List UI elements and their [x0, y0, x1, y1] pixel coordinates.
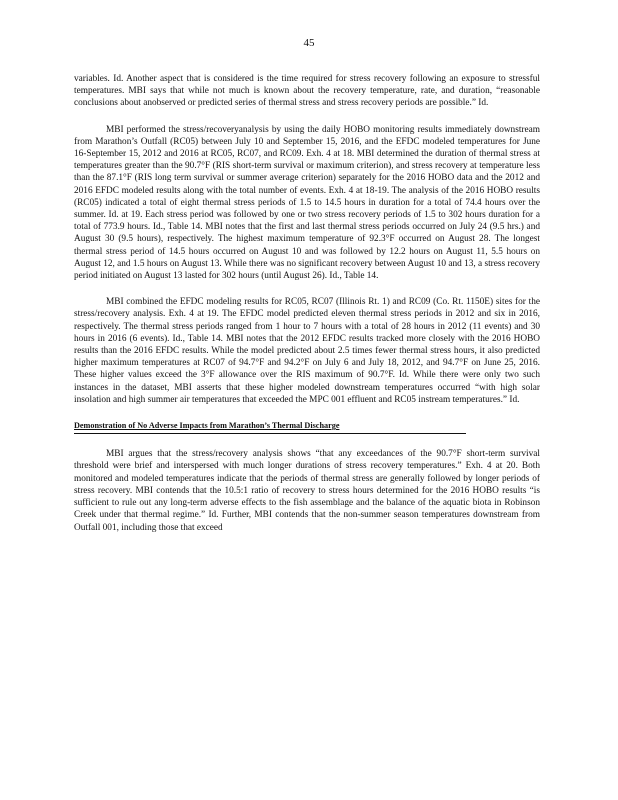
section-heading: Demonstration of No Adverse Impacts from Marathon’s Thermal Discharge [74, 420, 466, 434]
paragraph-1: variables. Id. Another aspect that is considered is the time required for stress recovery following an exposure to stressful temperatures. MBI says that while not much is known about the recovery temperature, rate, and duration, “reasonable conclusions about anobserved or predicted series of thermal stress and stress recovery periods are possible.” Id. [74, 74, 540, 109]
paragraph-4: MBI argues that the stress/recovery analysis shows “that any exceedances of the 90.7°F short-term survival threshold were brief and interspersed with much longer durations of stress recovery temperatures.” Exh. 4 at 20. Both monitored and modeled temperatures indicate that the periods of thermal stress are generally followed by longer periods of stress recovery. MBI contends that the 10.5:1 ratio of recovery to stress hours determined for the 2016 HOBO results “is sufficient to rule out any long-term adverse effects to the fish assemblage and the balance of the aquatic biota in Robinson Creek under that thermal regime.” Id. Further, MBI contends that the non-summer season temperatures downstream from Outfall 001, including those that exceed [74, 449, 540, 533]
paragraph-3: MBI combined the EFDC modeling results for RC05, RC07 (Illinois Rt. 1) and RC09 (Co. Rt. 1150E) sites for the stress/recovery analysis. Exh. 4 at 19. The EFDC model predicted eleven thermal stress periods in 2012 and six in 2016, respectively. The thermal stress periods ranged from 1 hour to 7 hours with a total of 28 hours in 2012 (11 events) and 30 hours in 2016 (6 events). Id., Table 14. MBI notes that the 2012 EFDC results tracked more closely with the 2016 HOBO results than the 2016 EFDC results. While the model predicted about 2.5 times fewer thermal stress hours, it also predicted higher maximum temperatures at RC07 of 94.7°F and 94.2°F on July 6 and July 18, 2012, and 94.7°F on June 25, 2016. These higher values exceed the 3°F allowance over the RIS maximum of 90.7°F. Id. While there were only two such instances in the dataset, MBI asserts that these higher modeled downstream temperatures occurred “with high solar insolation and high summer air temperatures that exceeded the MPC 001 effluent and RC05 instream temperatures.” Id. [74, 297, 540, 405]
document-body [74, 73, 540, 534]
page-number: 45 [303, 37, 315, 49]
paragraph-2: MBI performed the stress/recoveryanalysis by using the daily HOBO monitoring results immediately downstream from Marathon’s Outfall (RC05) between July 10 and September 15, 2016, and the EFDC modeled temperatures for June 16-September 15, 2012 and 2016 at RC05, RC07, and RC09. Exh. 4 at 18. MBI determined the duration of thermal stress at temperatures greater than the 90.7°F (RIS short-term survival or maximum criterion), and stress recovery at temperature less than the 87.1°F (RIS long term survival or summer average criterion) separately for the 2016 HOBO data and the 2012 and 2016 EFDC modeled results along with the total number of events. Exh. 4 at 18-19. The analysis of the 2016 HOBO results (RC05) indicated a total of eight thermal stress periods of 1.5 to 14.5 hours in duration for a total of 74.4 hours over the summer. Id. at 19. Each stress period was followed by one or two stress recovery periods of 1.5 to 302 hours duration for a total of 773.9 hours. Id., Table 14. MBI notes that the first and last thermal stress periods occurred on July 24 (9.5 hrs.) and August 30 (9.5 hours), respectively. The highest maximum temperature of 92.3°F occurred on August 28. The longest thermal stress period of 14.5 hours occurred on August 10 and was followed by 12.2 hours on August 11, 5.5 hours on August 12, and 1.5 hours on August 13. While there was no significant recovery between August 10 and 13, a stress recovery period initiated on August 13 lasted for 302 hours (until August 26). Id., Table 14. [74, 124, 540, 282]
